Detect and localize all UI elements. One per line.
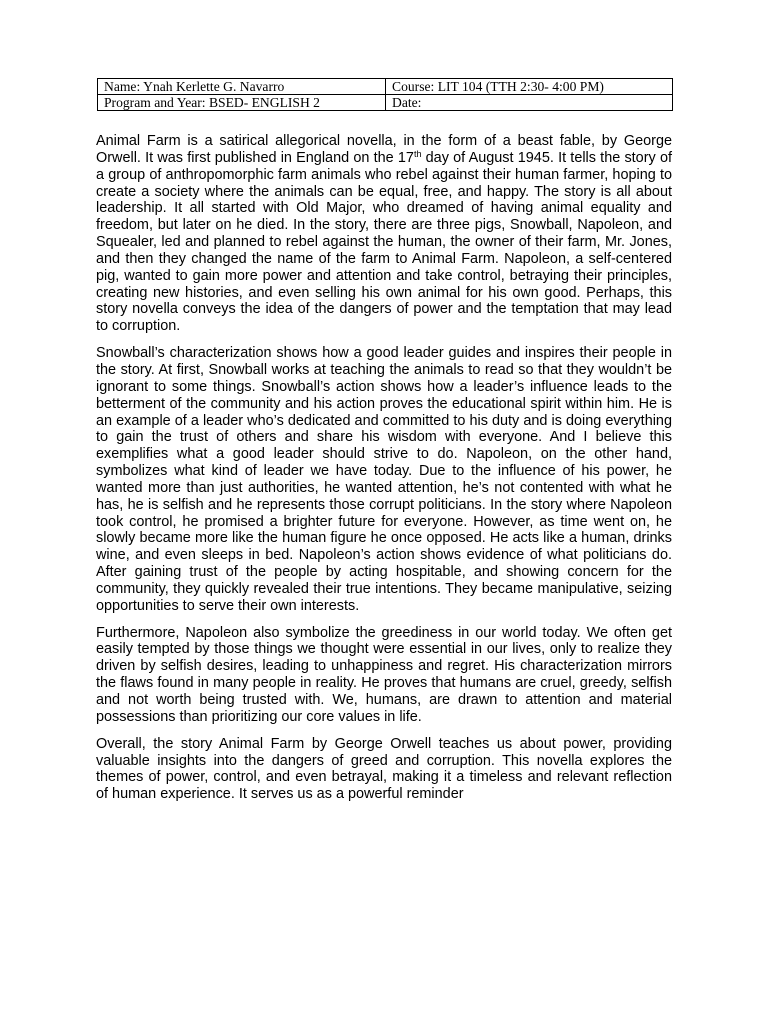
name-cell: Name: Ynah Kerlette G. Navarro — [98, 79, 386, 95]
info-row-2 — [98, 95, 673, 111]
paragraph-1-rest: day of August 1945. It tells the story of a group of anthropomorphic farm animals who rebel against their human farmer, hoping to create a society where the animals can be equal, free, and happy. The story is all about leadership. It all started with Old Major, who dreamed of having animal equality and freedom, but later on he died. In the story, there are three pigs, Snowball, Napoleon, and Squealer, led and planned to rebel against the human, the owner of their farm, Mr. Jones, and then they changed the name of the farm to Animal Farm. Napoleon, a self-centered pig, wanted to gain more power and attention and take control, betraying their principles, creating new histories, and even selling his own animal for his own good. Perhaps, this story novella conveys the idea of the dangers of power and the temptation that may lead to corruption. — [96, 149, 672, 335]
program-year-cell: Program and Year: BSED- ENGLISH 2 — [98, 95, 386, 111]
student-info-table — [97, 78, 673, 111]
paragraph-1-start: Animal Farm is a satirical allegorical novella, in the form of a beast fable, by George Orwell. It was first published in England on the 17 — [96, 133, 672, 166]
paragraph-3: Furthermore, Napoleon also symbolize the greediness in our world today. We often get easily tempted by those things we thought were essential in our lives, only to realize they driven by selfish desires, leading to unhappiness and regret. His characterization mirrors the flaws found in many people in reality. He proves that humans are cruel, greedy, selfish and not worth being trusted with. We, humans, are drawn to attention and material possessions than prioritizing our core values in life. — [96, 624, 672, 725]
paragraph-2: Snowball’s characterization shows how a good leader guides and inspires their people in the story. At first, Snowball works at teaching the animals to read so that they wouldn’t be ignorant to some things. Snowball’s action shows how a leader’s influence leads to the betterment of the community and his action proves the educational spirit within him. He is an example of a leader who’s dedicated and committed to his duty and is doing everything to gain the trust of others and share his wisdom with everyone. And I believe this exemplifies what a good leader should strive to do. Napoleon, on the other hand, symbolizes what kind of leader we have today. Due to the influence of his power, he wanted more than just authorities, he wanted attention, he’s not contented with what he has, he is selfish and he represents those corrupt politicians. In the story where Napoleon took control, he promised a brighter future for everyone. However, as time went on, he slowly became more like the human figure he once opposed. He acts like a human, drinks wine, and even sleeps in bed. Napoleon’s action shows evidence of what politicians do. After gaining trust of the people by acting hospitable, and showing concern for the community, they quickly revealed their true intentions. They became manipulative, seizing opportunities to serve their own interests. — [96, 345, 672, 614]
date-cell: Date: — [386, 95, 673, 111]
paragraph-4: Overall, the story Animal Farm by George Orwell teaches us about power, providing valuable insights into the dangers of greed and corruption. This novella explores the themes of power, control, and even betrayal, making it a timeless and relevant reflection of human experience. It serves us as a powerful reminder — [96, 735, 672, 803]
essay-body — [96, 133, 672, 813]
info-row-1 — [98, 79, 673, 95]
ordinal-suffix: th — [413, 148, 422, 159]
course-cell: Course: LIT 104 (TTH 2:30- 4:00 PM) — [386, 79, 673, 95]
paragraph-1 — [96, 133, 672, 335]
